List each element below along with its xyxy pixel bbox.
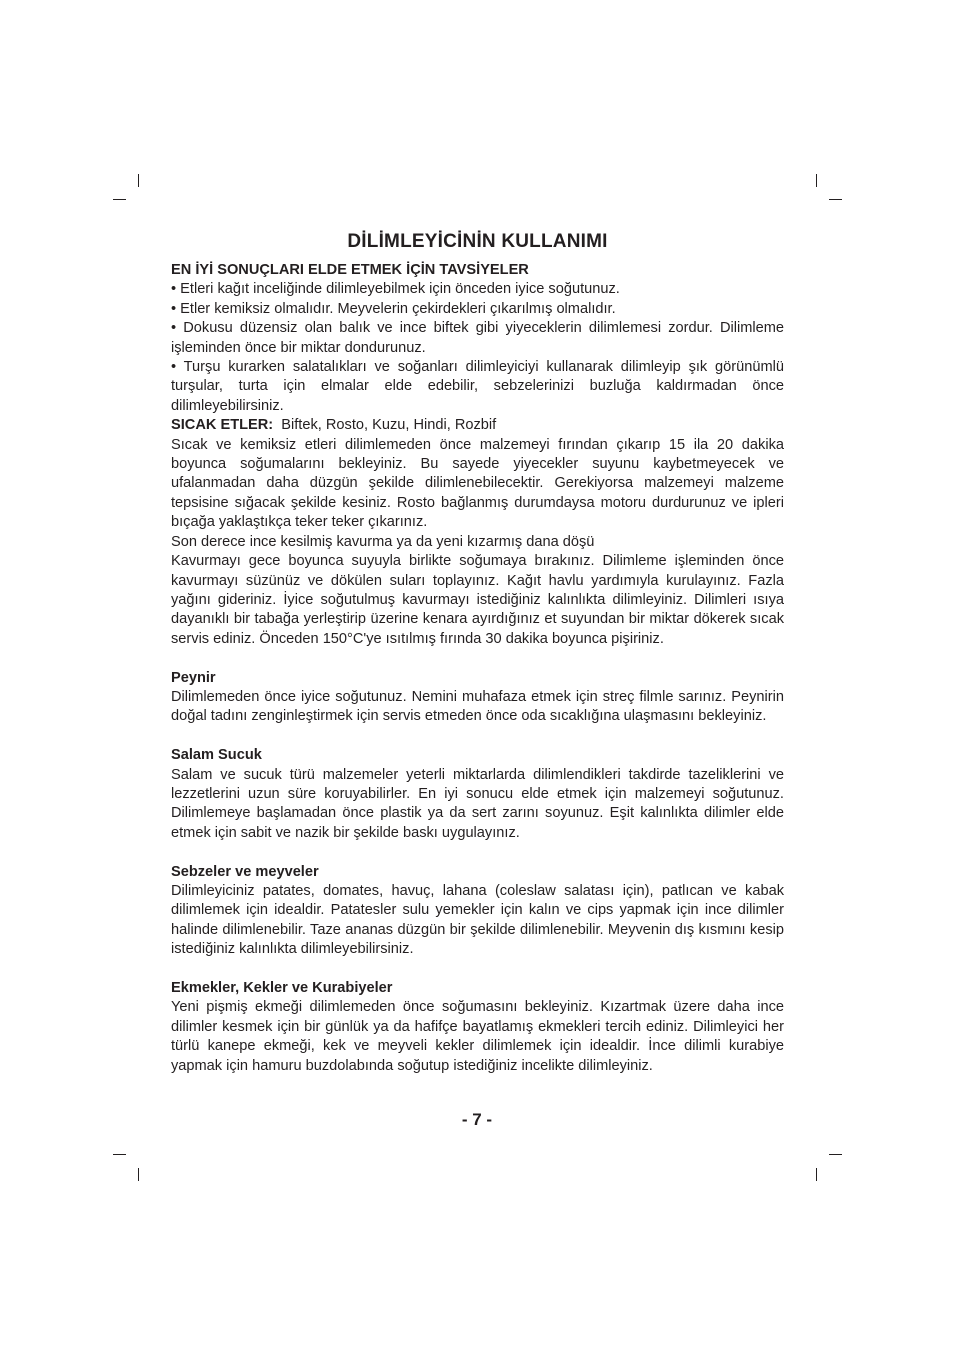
roast-text: Kavurmayı gece boyunca suyuyla birlikte soğumaya bırakınız. Dilimleme işleminden önce kavurmayı süzünüz ve dökülen suları toplayınız. Kağıt havlu yardımıyla kurulayınız. Fazla yağını gideriniz. İyice soğutulmuş kavurmayı istediğiniz kalınlıkta dilimleyiniz. Dilimleri ısıya dayanıklı bir tabağa yerleştirip üzerine kenara ayırdığınız et suyundan bir miktar dökerek sıcak servis ediniz. Önceden 150°C'ye ısıtılmış fırında 30 dakika boyunca pişiriniz. (171, 553, 784, 647)
tip-item: • Etler kemiksiz olmalıdır. Meyvelerin çekirdekleri çıkarılmış olmalıdır. (171, 300, 616, 317)
section-heading-salami: Salam Sucuk (171, 747, 262, 764)
spacer (171, 960, 784, 979)
crop-mark-bottom-left-horizontal (113, 1154, 126, 1155)
page-title: DİLİMLEYİCİNİN KULLANIMI (347, 231, 608, 252)
spacer (171, 727, 784, 746)
crop-mark-top-right-vertical (816, 174, 817, 187)
crop-mark-top-left-horizontal (113, 199, 126, 200)
spacer (171, 649, 784, 668)
crop-mark-bottom-right-vertical (816, 1168, 817, 1181)
section-text-breads: Yeni pişmiş ekmeği dilimlemeden önce soğumasını bekleyiniz. Kızartmak üzere daha ince dilimler kesmek için bir günlük ya da hafifçe bayatlamış ekmekleri tercih ediniz. Dilimleyici her türlü kanepe ekmeği, kek ve meyveli kekler dilimlemek için idealdir. İnce dilimli kurabiye yapmak için hamuru buzdolabında soğutup istediğiniz incelikte dilimleyiniz. (171, 999, 784, 1074)
section-heading-cheese: Peynir (171, 669, 216, 686)
crop-mark-top-left-vertical (138, 174, 139, 187)
tips-heading: EN İYİ SONUÇLARI ELDE ETMEK İÇİN TAVSİYELER (171, 262, 529, 278)
hot-meats-text: Sıcak ve kemiksiz etleri dilimlemeden önce malzemeyi fırından çıkarıp 15 ila 20 dakika boyunca soğumalarını bekleyiniz. Bu sayede yiyecekler suyunu kaybetmeyecek ve ufalanmadan daha düzgün şekilde dilimlenebilecektir. Gerekiyorsa malzemeyi malzeme tepsisine sığacak şekilde kesiniz. Rosto bağlanmış durumdaysa motoru durdurunuz ve ipleri bıçağa yaklaştıkça teker teker çıkarınız. (171, 436, 784, 531)
hot-meats-label: SICAK ETLER: (171, 417, 274, 434)
tip-item: • Etleri kağıt inceliğinde dilimleyebilmek için önceden iyice soğutunuz. (171, 281, 620, 298)
page-number: - 7 - (461, 1110, 493, 1129)
page-content (171, 229, 784, 1076)
crop-mark-bottom-right-horizontal (829, 1154, 842, 1155)
section-text-vegetables: Dilimleyiciniz patates, domates, havuç, lahana (coleslaw salatası için), patlıcan ve kabak dilimlemek için idealdir. Patatesler sulu yemekler için kalın ve cips yapmak için ince dilimler halinde dilimlenebilir. Taze ananas düzgün bir şekilde dilimlenebilir. Meyvenin dış kısmını kesip istediğiniz kalınlıkta dilimleyebilirsiniz. (171, 882, 784, 958)
section-heading-vegetables: Sebzeler ve meyveler (171, 863, 319, 880)
tip-item: • Dokusu düzensiz olan balık ve ince biftek gibi yiyeceklerin dilimlemesi zordur. Dilimleme işleminden önce bir miktar dondurunuz. (171, 320, 784, 356)
crop-mark-bottom-left-vertical (138, 1168, 139, 1181)
section-text-cheese: Dilimlemeden önce iyice soğutunuz. Nemini muhafaza etmek için streç filmle sarınız. Peynirin doğal tadını zenginleştirmek için servis etmeden önce oda sıcaklığına ulaşmasını bekleyiniz. (171, 688, 784, 725)
crop-mark-top-right-horizontal (829, 199, 842, 200)
spacer (171, 843, 784, 862)
hot-meats-items: Biftek, Rosto, Kuzu, Hindi, Rozbif (281, 417, 497, 434)
roast-subheading: Son derece ince kesilmiş kavurma ya da yeni kızarmış dana döşü (171, 533, 595, 550)
section-text-salami: Salam ve sucuk türü malzemeler yeterli miktarlarda dilimlendikleri takdirde tazeliklerini ve lezzetlerini uzun süre koruyabilirler. En iyi sonucu elde etmek için malzemeyi soğutunuz. Dilimlemeye başlamadan önce plastik ya da sert zarını soyunuz. Eşit kalınlıkta dilimler elde etmek için sabit ve nazik bir şekilde baskı uygulayınız. (171, 766, 784, 841)
hot-meats-line (171, 416, 784, 435)
tip-item: • Turşu kurarken salatalıkları ve soğanları dilimleyiciyi kullanarak dilimleyip şık görünümlü turşular, turta için elmalar elde edebilir, sebzelerinizi buzluğa kaldırmadan önce dilimleyebilirsiniz. (171, 359, 784, 414)
section-heading-breads: Ekmekler, Kekler ve Kurabiyeler (171, 979, 393, 996)
